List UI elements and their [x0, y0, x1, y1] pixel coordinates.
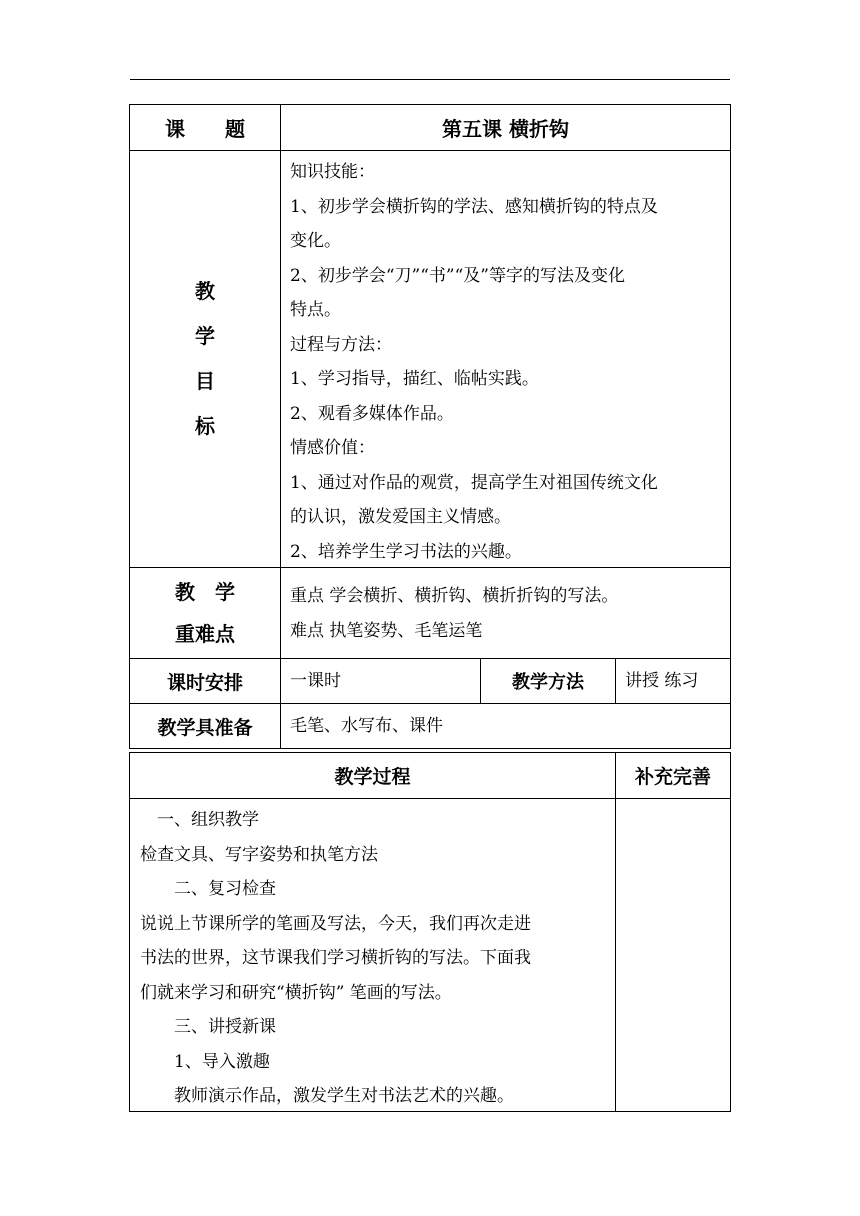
materials-label: 教学具准备: [157, 716, 253, 739]
objectives-label-char: 目: [195, 369, 215, 393]
objectives-line: 1、初步学会横折钩的学法、感知横折钩的特点及: [290, 196, 658, 217]
key-point-line: 重点 学会横折、横折钩、横折折钩的写法。: [290, 586, 619, 606]
teaching-process-table: [129, 752, 731, 1112]
key-point-line: 难点 执笔姿势、毛笔运笔: [290, 620, 483, 641]
objectives-label-char: 标: [195, 414, 215, 438]
objectives-line: 的认识，激发爱国主义情感。: [290, 507, 511, 527]
materials-value: 毛笔、水写布、课件: [290, 715, 443, 736]
subject-label: 课 题: [165, 117, 245, 141]
supplement-header: 补充完善: [634, 766, 711, 788]
objectives-line: 1、通过对作品的观赏，提高学生对祖国传统文化: [290, 472, 658, 493]
header-rule: [130, 79, 730, 80]
objectives-line: 变化。: [290, 231, 341, 251]
objectives-label-char: 学: [195, 324, 215, 348]
row-divider: [130, 798, 730, 799]
lesson-title: 第五课 横折钩: [442, 117, 569, 141]
objectives-label: [130, 151, 280, 567]
method-value: 讲授 练习: [625, 670, 699, 691]
schedule-value: 一课时: [290, 670, 341, 691]
lesson-plan-table: [129, 104, 731, 749]
process-line: 教师演示作品，激发学生对书法艺术的兴趣。: [140, 1086, 514, 1106]
process-line: 们就来学习和研究“横折钩” 笔画的写法。: [140, 982, 452, 1003]
process-line: 说说上节课所学的笔画及写法，今天，我们再次走进: [140, 913, 531, 934]
key-points-label-line: 教 学: [175, 580, 235, 604]
objectives-label-char: 教: [195, 279, 215, 303]
objectives-line: 2、初步学会“刀”“书”“及”等字的写法及变化: [290, 265, 625, 286]
schedule-label: 课时安排: [166, 671, 243, 694]
column-divider: [615, 753, 616, 1111]
process-line: 一、组织教学: [140, 810, 259, 830]
process-line: 二、复习检查: [140, 879, 276, 899]
process-line: 书法的世界，这节课我们学习横折钩的写法。下面我: [140, 948, 531, 968]
key-points-label: [130, 568, 280, 658]
column-divider: [615, 658, 616, 703]
objectives-line: 2、观看多媒体作品。: [290, 403, 454, 424]
method-label: 教学方法: [512, 672, 584, 693]
key-points-label-line: 重难点: [175, 622, 235, 646]
objectives-line: 知识技能：: [290, 162, 375, 182]
process-header: 教学过程: [334, 766, 411, 788]
objectives-line: 2、培养学生学习书法的兴趣。: [290, 541, 522, 562]
objectives-line: 过程与方法：: [290, 334, 392, 355]
process-content: [140, 803, 610, 1108]
objectives-line: 特点。: [290, 300, 341, 320]
key-points-content: [290, 579, 730, 655]
column-divider: [280, 105, 281, 748]
objectives-content: [290, 155, 730, 565]
process-line: 三、讲授新课: [140, 1017, 276, 1037]
objectives-line: 1、学习指导，描红、临帖实践。: [290, 369, 539, 389]
process-line: 检查文具、写字姿势和执笔方法: [140, 844, 378, 865]
process-line: 1、导入激趣: [140, 1051, 270, 1072]
objectives-line: 情感价值：: [290, 438, 375, 458]
